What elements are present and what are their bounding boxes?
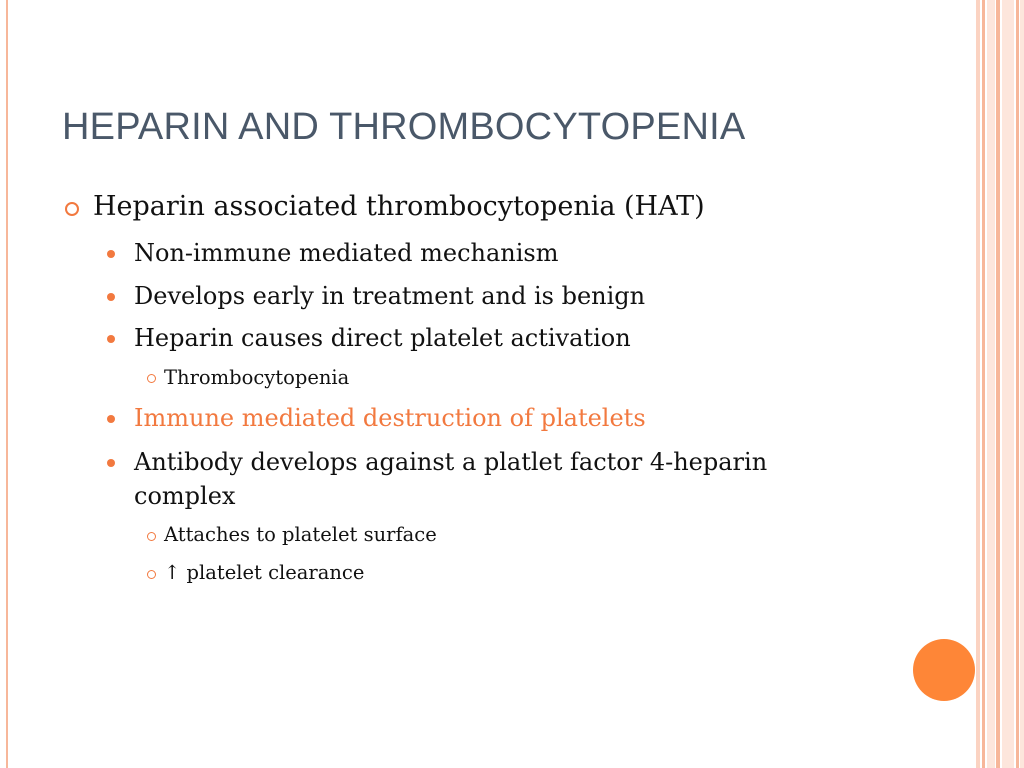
dot-bullet-icon — [107, 415, 115, 423]
ring-bullet-icon — [147, 532, 156, 541]
right-stripe — [1016, 0, 1019, 768]
ring-bullet-icon — [147, 374, 156, 383]
bullet-level-2: Heparin causes direct platelet activation — [134, 324, 631, 352]
bullet-level-1: Heparin associated thrombocytopenia (HAT) — [93, 191, 705, 222]
dot-bullet-icon — [107, 335, 115, 343]
dot-bullet-icon — [107, 293, 115, 301]
ring-bullet-icon — [65, 202, 79, 216]
right-stripe — [982, 0, 985, 768]
bullet-level-3: Thrombocytopenia — [164, 366, 350, 389]
right-stripe — [996, 0, 1000, 768]
right-stripe — [1020, 0, 1024, 768]
dot-bullet-icon — [107, 459, 115, 467]
ring-bullet-icon — [147, 570, 156, 579]
right-stripe — [987, 0, 995, 768]
slide-title: HEPARIN AND THROMBOCYTOPENIA — [62, 106, 746, 148]
bullet-level-2: Non-immune mediated mechanism — [134, 239, 559, 267]
dot-bullet-icon — [107, 250, 115, 258]
decorative-circle — [913, 639, 975, 701]
bullet-level-3: ↑ platelet clearance — [164, 561, 365, 584]
bullet-level-2-highlight: Immune mediated destruction of platelets — [134, 404, 646, 432]
bullet-level-3: Attaches to platelet surface — [164, 523, 437, 546]
bullet-level-2: Develops early in treatment and is benign — [134, 282, 646, 310]
right-stripe — [976, 0, 980, 768]
right-stripe — [1002, 0, 1014, 768]
bullet-level-2: Antibody develops against a platlet factor 4-heparin complex — [134, 448, 768, 510]
left-border-line — [6, 0, 8, 768]
